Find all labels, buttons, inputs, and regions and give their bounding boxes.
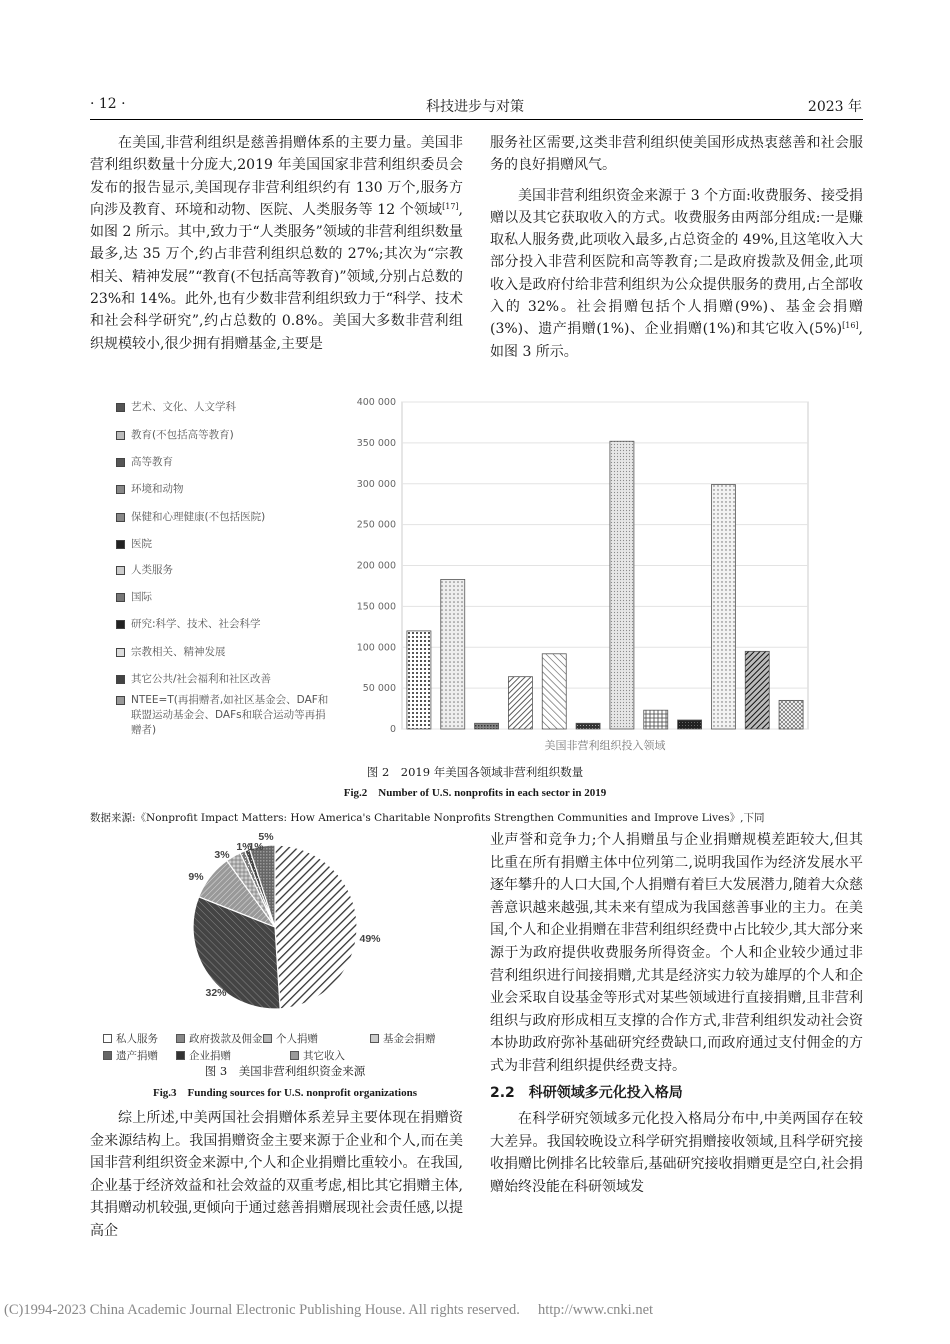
paragraph: 服务社区需要,这类非营利组织使美国形成热衷慈善和社会服务的良好捐赠风气。: [490, 135, 863, 174]
legend-item: [176, 1048, 231, 1063]
legend-swatch: [116, 696, 125, 705]
legend-item: [176, 1031, 263, 1046]
legend-swatch: [116, 458, 125, 467]
bar-chart: [340, 392, 830, 760]
bar: [610, 441, 634, 729]
section-heading: 2.2 科研领域多元化投入格局: [490, 1084, 683, 1101]
paragraph: [490, 185, 863, 363]
pie-slice: [275, 845, 357, 1009]
legend-label: 环境和动物: [131, 483, 184, 495]
legend-item: [116, 617, 336, 632]
y-tick-label: 100 000: [356, 642, 396, 654]
pie-data-label: 9%: [188, 871, 204, 883]
paragraph: [90, 132, 463, 355]
paragraph: 在科学研究领域多元化投入格局分布中,中美两国存在较大差异。我国较晚设立科学研究捐赠接收领域,且科学研究接收捐赠比例排名比较靠后,基础研究接收捐赠更是空白,社会捐赠始终没能在科研领域发: [490, 1111, 863, 1195]
legend-swatch: [116, 648, 125, 657]
text: ,如图 2 所示。其中,致力于“人类服务”领域的非营利组织数量最多,达 35 万个,约占非营利组织总数的 27%;其次为“宗教相关、精神发展”“教育(不包括高等教育)”领域,分别占总数的 23%和 14%。此外,也有少数非营利组织致力于“科学、技术和社会科学研究”,约占总数的 0.8%。美国大多数非营利组织规模较小,很少拥有捐赠基金,主要是: [90, 201, 463, 352]
legend-label: 艺术、文化、人文学科: [131, 401, 236, 413]
legend-swatch: [116, 431, 125, 440]
legend-swatch: [176, 1034, 185, 1043]
y-tick-label: 250 000: [356, 519, 396, 531]
data-source-note: 数据来源:《Nonprofit Impact Matters: How America's Charitable Nonprofits Strengthen Communities and Improve Lives》,下同: [90, 812, 765, 824]
legend-label: 基金会捐赠: [383, 1033, 436, 1045]
y-tick-label: 400 000: [356, 397, 396, 408]
legend-label: 国际: [131, 591, 152, 603]
legend-label: 研究:科学、技术、社会科学: [131, 618, 261, 630]
pie-chart: [170, 830, 400, 1020]
legend-item: [103, 1048, 158, 1063]
pie-data-label: 32%: [205, 987, 227, 999]
legend-label: 企业捐赠: [189, 1050, 231, 1062]
legend-swatch: [116, 593, 125, 602]
legend-swatch: [176, 1051, 185, 1060]
legend-item: [116, 537, 336, 552]
left-column-top: [90, 132, 463, 355]
pie-data-label: 3%: [214, 849, 230, 861]
legend-label: 教育(不包括高等教育): [131, 429, 234, 441]
legend-label: 其它收入: [303, 1050, 345, 1062]
bar: [711, 485, 735, 729]
y-tick-label: 300 000: [356, 478, 396, 490]
legend-label: 遗产捐赠: [116, 1050, 158, 1062]
figure-2-caption: 图 2 2019 年美国各领域非营利组织数量: [366, 765, 584, 779]
text: 在美国,非营利组织是慈善捐赠体系的主要力量。美国非营利组织数量十分庞大,2019 年美国国家非营利组织委员会发布的报告显示,美国现存非营利组织约有 130 万个,服务方向涉及教育、环境和动物、医院、人类服务等 12 个领域: [90, 135, 463, 218]
y-tick-label: 350 000: [356, 437, 396, 449]
text: 美国非营利组织资金来源于 3 个方面:收费服务、接受捐赠以及其它获取收入的方式。收费服务由两部分组成:一是赚取私人服务费,此项收入最多,占总资金的 49%,且这笔收入大部分投入非营利医院和高等教育;二是政府拨款及佣金,此项收入是政府付给非营利组织为公众提供服务的费用,占全部收入的 32%。社会捐赠包括个人捐赠(9%)、基金会捐赠(3%)、遗产捐赠(1%)、企业捐赠(1%)和其它收入(5%): [490, 187, 863, 338]
journal-title: 科技进步与对策: [426, 99, 524, 115]
right-column-bottom: [490, 829, 863, 1199]
bar: [779, 700, 803, 729]
legend-swatch: [263, 1034, 272, 1043]
legend-label: 私人服务: [116, 1033, 158, 1045]
legend-item: [116, 672, 336, 687]
legend-item: [116, 510, 336, 525]
citation: [17]: [442, 201, 459, 211]
footer-copyright: (C)1994-2023 China Academic Journal Electronic Publishing House. All rights reserved. http://www.cnki.net: [4, 1302, 654, 1318]
legend-label: 保健和心理健康(不包括医院): [131, 511, 266, 523]
citation: [16]: [842, 321, 859, 331]
legend-item: [116, 590, 336, 605]
pie-data-label: 1%: [236, 841, 252, 853]
y-tick-label: 0: [389, 724, 396, 735]
text: ,如图 3 所示。: [490, 321, 863, 360]
paragraph: 综上所述,中美两国社会捐赠体系差异主要体现在捐赠资金来源结构上。我国捐赠资金主要来源于企业和个人,而在美国非营利组织资金来源中,个人和企业捐赠比重较小。在我国,企业基于经济效益和社会效益的双重考虑,相比其它捐赠主体,其捐赠动机较强,更倾向于通过慈善捐赠展现社会责任感,以提高企: [90, 1110, 463, 1239]
bar: [441, 579, 465, 729]
bar: [407, 631, 431, 729]
legend-label: 医院: [131, 538, 152, 550]
legend-swatch: [116, 513, 125, 522]
legend-item: [290, 1048, 345, 1063]
legend-label: 人类服务: [131, 564, 173, 576]
y-tick-label: 200 000: [356, 560, 396, 572]
legend-swatch: [116, 403, 125, 412]
bar: [542, 654, 566, 729]
bar: [678, 720, 702, 729]
left-column-bottom: [90, 1107, 463, 1243]
y-tick-label: 150 000: [356, 601, 396, 613]
legend-item: [116, 455, 336, 470]
legend-swatch: [290, 1051, 299, 1060]
paragraph: 业声誉和竞争力;个人捐赠虽与企业捐赠规模差距较大,但其比重在所有捐赠主体中位列第二,说明我国作为经济发展水平逐年攀升的人口大国,个人捐赠有着巨大发展潜力,随着大众慈善意识越来越强,其未来有望成为我国慈善事业的主力。在美国,个人和企业捐赠在非营利组织经费中占比较少,其大部分来源于为政府提供收费服务所得资金。个人和企业较少通过非营利组织进行间接捐赠,尤其是经济实力较为雄厚的个人和企业会采取自设基金等形式对某些领域进行直接捐赠,且非营利组织与政府形成相互支撑的合作方式,非营利组织发动社会资本协助政府弥补基础研究经费缺口,而政府通过支付佣金的方式为非营利组织提供经费支持。: [490, 832, 863, 1074]
legend-item: [103, 1031, 158, 1046]
legend-item: [116, 693, 336, 738]
legend-swatch: [116, 566, 125, 575]
right-column-top: [490, 132, 863, 363]
legend-swatch: [116, 620, 125, 629]
legend-label: 个人捐赠: [276, 1033, 318, 1045]
legend-item: [116, 482, 336, 497]
bar: [745, 651, 769, 729]
figure-2-caption-en: Fig.2 Number of U.S. nonprofits in each sector in 2019: [343, 787, 607, 799]
legend-item: [370, 1031, 436, 1046]
y-tick-label: 50 000: [362, 683, 396, 695]
page-number: · 12 ·: [90, 96, 126, 112]
x-axis-label: 美国非营利组织投入领域: [544, 739, 666, 752]
figure-3-caption-en: Fig.3 Funding sources for U.S. nonprofit organizations: [152, 1087, 418, 1099]
legend-swatch: [103, 1034, 112, 1043]
bar: [475, 723, 499, 729]
header-rule: [90, 119, 863, 120]
pie-data-label: 49%: [359, 933, 381, 945]
bar: [576, 723, 600, 729]
legend-label: 宗教相关、精神发展: [131, 646, 226, 658]
legend-item: [116, 400, 336, 415]
legend-item: [116, 563, 336, 578]
legend-item: [116, 428, 336, 443]
year: 2023 年: [807, 99, 862, 115]
legend-swatch: [116, 540, 125, 549]
bar: [644, 710, 668, 729]
legend-swatch: [116, 485, 125, 494]
pie-data-label: 5%: [258, 831, 274, 843]
pie-data-label: 1%: [248, 841, 264, 853]
bar: [508, 677, 532, 729]
legend-label: 高等教育: [131, 456, 173, 468]
legend-swatch: [370, 1034, 379, 1043]
legend-swatch: [103, 1051, 112, 1060]
legend-swatch: [116, 675, 125, 684]
legend-label: NTEE=T(再捐赠者,如社区基金会、DAF和联盟运动基金会、DAFs和联合运动等再捐赠者): [131, 694, 329, 736]
legend-label: 政府拨款及佣金: [189, 1033, 263, 1045]
figure-3-caption: 图 3 美国非营利组织资金来源: [204, 1064, 366, 1078]
legend-item: [263, 1031, 318, 1046]
legend-label: 其它公共/社会福利和社区改善: [131, 673, 272, 685]
legend-item: [116, 645, 336, 660]
